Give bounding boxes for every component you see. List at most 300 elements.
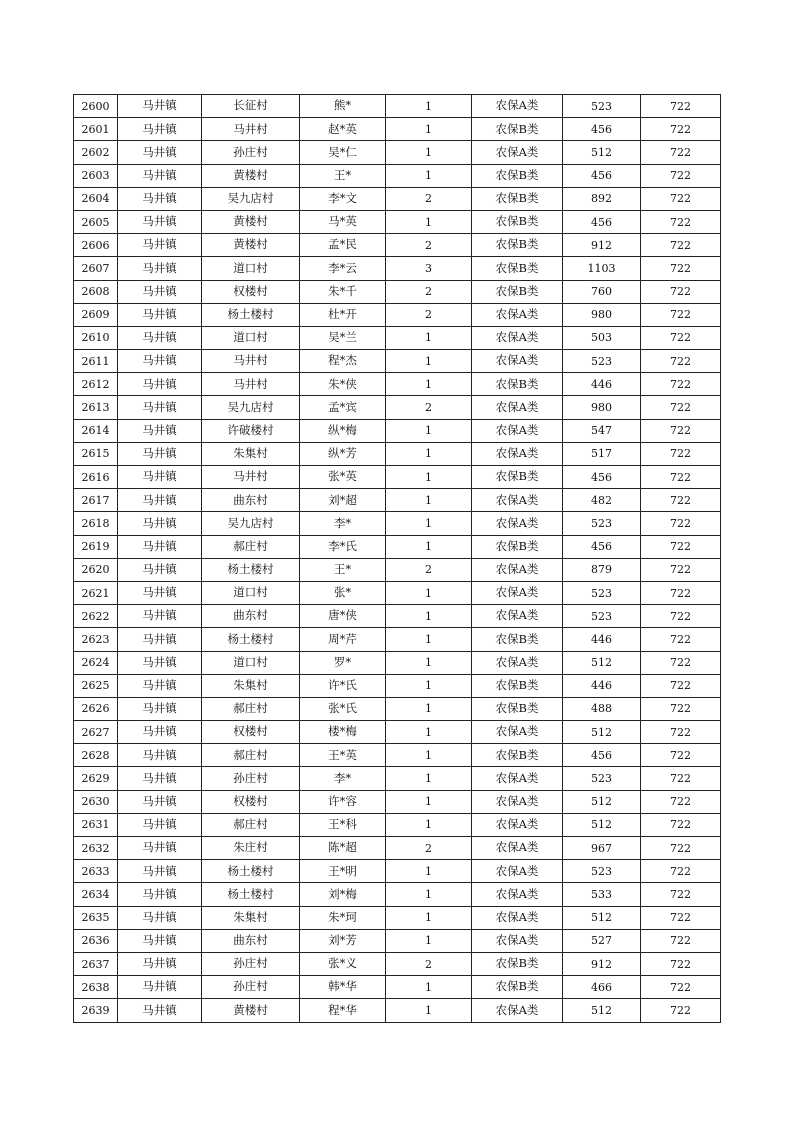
insurance-category-cell: 农保A类 xyxy=(472,419,563,442)
row-number-cell: 2638 xyxy=(74,976,118,999)
town-name-cell: 马井镇 xyxy=(118,837,202,860)
standard-value-cell: 722 xyxy=(641,605,721,628)
person-name-cell: 周*芹 xyxy=(300,628,386,651)
standard-value-cell: 722 xyxy=(641,141,721,164)
insurance-category-cell: 农保A类 xyxy=(472,837,563,860)
village-name-cell: 黄楼村 xyxy=(202,234,300,257)
person-name-cell: 张*英 xyxy=(300,466,386,489)
person-name-cell: 王* xyxy=(300,558,386,581)
table-row xyxy=(74,280,721,303)
household-count-cell: 1 xyxy=(386,210,472,233)
town-name-cell: 马井镇 xyxy=(118,442,202,465)
table-row xyxy=(74,466,721,489)
insurance-category-cell: 农保B类 xyxy=(472,535,563,558)
person-name-cell: 刘*梅 xyxy=(300,883,386,906)
person-name-cell: 王* xyxy=(300,164,386,187)
town-name-cell: 马井镇 xyxy=(118,350,202,373)
row-number-cell: 2629 xyxy=(74,767,118,790)
insurance-category-cell: 农保B类 xyxy=(472,976,563,999)
village-name-cell: 杨土楼村 xyxy=(202,883,300,906)
insurance-category-cell: 农保A类 xyxy=(472,350,563,373)
amount-cell: 488 xyxy=(563,697,641,720)
village-name-cell: 杨土楼村 xyxy=(202,628,300,651)
standard-value-cell: 722 xyxy=(641,535,721,558)
village-name-cell: 权楼村 xyxy=(202,721,300,744)
town-name-cell: 马井镇 xyxy=(118,721,202,744)
household-count-cell: 2 xyxy=(386,952,472,975)
table-row xyxy=(74,118,721,141)
table-row xyxy=(74,651,721,674)
village-name-cell: 吴九店村 xyxy=(202,396,300,419)
standard-value-cell: 722 xyxy=(641,929,721,952)
person-name-cell: 朱*千 xyxy=(300,280,386,303)
table-row xyxy=(74,535,721,558)
town-name-cell: 马井镇 xyxy=(118,419,202,442)
town-name-cell: 马井镇 xyxy=(118,605,202,628)
town-name-cell: 马井镇 xyxy=(118,999,202,1022)
table-row xyxy=(74,234,721,257)
amount-cell: 523 xyxy=(563,605,641,628)
insurance-category-cell: 农保A类 xyxy=(472,605,563,628)
table-row xyxy=(74,628,721,651)
standard-value-cell: 722 xyxy=(641,813,721,836)
row-number-cell: 2612 xyxy=(74,373,118,396)
standard-value-cell: 722 xyxy=(641,164,721,187)
row-number-cell: 2633 xyxy=(74,860,118,883)
table-row xyxy=(74,489,721,512)
town-name-cell: 马井镇 xyxy=(118,744,202,767)
village-name-cell: 杨土楼村 xyxy=(202,303,300,326)
person-name-cell: 朱*珂 xyxy=(300,906,386,929)
household-count-cell: 1 xyxy=(386,489,472,512)
amount-cell: 1103 xyxy=(563,257,641,280)
town-name-cell: 马井镇 xyxy=(118,860,202,883)
village-name-cell: 曲东村 xyxy=(202,605,300,628)
town-name-cell: 马井镇 xyxy=(118,929,202,952)
table-row xyxy=(74,187,721,210)
town-name-cell: 马井镇 xyxy=(118,280,202,303)
row-number-cell: 2611 xyxy=(74,350,118,373)
person-name-cell: 程*华 xyxy=(300,999,386,1022)
table-row xyxy=(74,721,721,744)
insurance-category-cell: 农保B类 xyxy=(472,373,563,396)
village-name-cell: 朱集村 xyxy=(202,442,300,465)
town-name-cell: 马井镇 xyxy=(118,95,202,118)
household-count-cell: 1 xyxy=(386,419,472,442)
amount-cell: 517 xyxy=(563,442,641,465)
person-name-cell: 纵*芳 xyxy=(300,442,386,465)
village-name-cell: 权楼村 xyxy=(202,790,300,813)
village-name-cell: 郝庄村 xyxy=(202,813,300,836)
household-count-cell: 2 xyxy=(386,303,472,326)
town-name-cell: 马井镇 xyxy=(118,303,202,326)
row-number-cell: 2602 xyxy=(74,141,118,164)
person-name-cell: 张*氏 xyxy=(300,697,386,720)
insurance-category-cell: 农保B类 xyxy=(472,164,563,187)
amount-cell: 523 xyxy=(563,581,641,604)
insurance-category-cell: 农保A类 xyxy=(472,581,563,604)
village-name-cell: 道口村 xyxy=(202,581,300,604)
amount-cell: 760 xyxy=(563,280,641,303)
row-number-cell: 2608 xyxy=(74,280,118,303)
village-name-cell: 曲东村 xyxy=(202,489,300,512)
row-number-cell: 2631 xyxy=(74,813,118,836)
table-row xyxy=(74,396,721,419)
standard-value-cell: 722 xyxy=(641,906,721,929)
insurance-category-cell: 农保A类 xyxy=(472,489,563,512)
person-name-cell: 李*云 xyxy=(300,257,386,280)
household-count-cell: 1 xyxy=(386,466,472,489)
row-number-cell: 2624 xyxy=(74,651,118,674)
village-name-cell: 道口村 xyxy=(202,326,300,349)
row-number-cell: 2627 xyxy=(74,721,118,744)
row-number-cell: 2616 xyxy=(74,466,118,489)
town-name-cell: 马井镇 xyxy=(118,326,202,349)
village-name-cell: 杨土楼村 xyxy=(202,558,300,581)
village-name-cell: 郝庄村 xyxy=(202,535,300,558)
row-number-cell: 2610 xyxy=(74,326,118,349)
insurance-category-cell: 农保B类 xyxy=(472,210,563,233)
standard-value-cell: 722 xyxy=(641,860,721,883)
table-row xyxy=(74,767,721,790)
standard-value-cell: 722 xyxy=(641,976,721,999)
insurance-category-cell: 农保A类 xyxy=(472,512,563,535)
amount-cell: 512 xyxy=(563,141,641,164)
row-number-cell: 2609 xyxy=(74,303,118,326)
amount-cell: 912 xyxy=(563,952,641,975)
town-name-cell: 马井镇 xyxy=(118,234,202,257)
village-name-cell: 马井村 xyxy=(202,466,300,489)
table-row xyxy=(74,906,721,929)
town-name-cell: 马井镇 xyxy=(118,187,202,210)
village-name-cell: 郝庄村 xyxy=(202,697,300,720)
town-name-cell: 马井镇 xyxy=(118,373,202,396)
town-name-cell: 马井镇 xyxy=(118,883,202,906)
amount-cell: 466 xyxy=(563,976,641,999)
person-name-cell: 李*氏 xyxy=(300,535,386,558)
standard-value-cell: 722 xyxy=(641,558,721,581)
insurance-category-cell: 农保B类 xyxy=(472,744,563,767)
household-count-cell: 2 xyxy=(386,837,472,860)
amount-cell: 512 xyxy=(563,999,641,1022)
amount-cell: 512 xyxy=(563,906,641,929)
standard-value-cell: 722 xyxy=(641,837,721,860)
standard-value-cell: 722 xyxy=(641,466,721,489)
insurance-category-cell: 农保A类 xyxy=(472,999,563,1022)
town-name-cell: 马井镇 xyxy=(118,466,202,489)
amount-cell: 456 xyxy=(563,744,641,767)
row-number-cell: 2605 xyxy=(74,210,118,233)
table-row xyxy=(74,558,721,581)
person-name-cell: 孟*宾 xyxy=(300,396,386,419)
household-count-cell: 1 xyxy=(386,744,472,767)
insurance-category-cell: 农保A类 xyxy=(472,326,563,349)
household-count-cell: 2 xyxy=(386,187,472,210)
town-name-cell: 马井镇 xyxy=(118,210,202,233)
row-number-cell: 2630 xyxy=(74,790,118,813)
amount-cell: 912 xyxy=(563,234,641,257)
village-name-cell: 道口村 xyxy=(202,257,300,280)
household-count-cell: 1 xyxy=(386,164,472,187)
row-number-cell: 2613 xyxy=(74,396,118,419)
standard-value-cell: 722 xyxy=(641,628,721,651)
table-row xyxy=(74,210,721,233)
household-count-cell: 1 xyxy=(386,697,472,720)
row-number-cell: 2634 xyxy=(74,883,118,906)
town-name-cell: 马井镇 xyxy=(118,906,202,929)
household-count-cell: 2 xyxy=(386,280,472,303)
insurance-category-cell: 农保A类 xyxy=(472,790,563,813)
standard-value-cell: 722 xyxy=(641,187,721,210)
row-number-cell: 2619 xyxy=(74,535,118,558)
row-number-cell: 2618 xyxy=(74,512,118,535)
records-table-body xyxy=(74,95,721,1023)
person-name-cell: 王*科 xyxy=(300,813,386,836)
town-name-cell: 马井镇 xyxy=(118,976,202,999)
amount-cell: 446 xyxy=(563,674,641,697)
amount-cell: 892 xyxy=(563,187,641,210)
amount-cell: 456 xyxy=(563,164,641,187)
row-number-cell: 2603 xyxy=(74,164,118,187)
village-name-cell: 道口村 xyxy=(202,651,300,674)
insurance-category-cell: 农保A类 xyxy=(472,651,563,674)
table-row xyxy=(74,326,721,349)
amount-cell: 512 xyxy=(563,790,641,813)
town-name-cell: 马井镇 xyxy=(118,512,202,535)
standard-value-cell: 722 xyxy=(641,790,721,813)
village-name-cell: 吴九店村 xyxy=(202,187,300,210)
table-row xyxy=(74,674,721,697)
amount-cell: 967 xyxy=(563,837,641,860)
person-name-cell: 杜*开 xyxy=(300,303,386,326)
insurance-category-cell: 农保A类 xyxy=(472,141,563,164)
table-row xyxy=(74,373,721,396)
table-row xyxy=(74,442,721,465)
household-count-cell: 1 xyxy=(386,512,472,535)
row-number-cell: 2628 xyxy=(74,744,118,767)
person-name-cell: 张* xyxy=(300,581,386,604)
row-number-cell: 2637 xyxy=(74,952,118,975)
household-count-cell: 1 xyxy=(386,95,472,118)
amount-cell: 523 xyxy=(563,860,641,883)
village-name-cell: 马井村 xyxy=(202,373,300,396)
amount-cell: 523 xyxy=(563,95,641,118)
village-name-cell: 许破楼村 xyxy=(202,419,300,442)
person-name-cell: 孟*民 xyxy=(300,234,386,257)
town-name-cell: 马井镇 xyxy=(118,628,202,651)
person-name-cell: 朱*侠 xyxy=(300,373,386,396)
standard-value-cell: 722 xyxy=(641,95,721,118)
household-count-cell: 1 xyxy=(386,350,472,373)
town-name-cell: 马井镇 xyxy=(118,790,202,813)
table-row xyxy=(74,929,721,952)
insurance-category-cell: 农保A类 xyxy=(472,95,563,118)
row-number-cell: 2607 xyxy=(74,257,118,280)
standard-value-cell: 722 xyxy=(641,419,721,442)
amount-cell: 512 xyxy=(563,651,641,674)
town-name-cell: 马井镇 xyxy=(118,164,202,187)
table-row xyxy=(74,883,721,906)
household-count-cell: 1 xyxy=(386,721,472,744)
household-count-cell: 1 xyxy=(386,860,472,883)
table-row xyxy=(74,605,721,628)
standard-value-cell: 722 xyxy=(641,581,721,604)
town-name-cell: 马井镇 xyxy=(118,118,202,141)
amount-cell: 446 xyxy=(563,628,641,651)
row-number-cell: 2604 xyxy=(74,187,118,210)
standard-value-cell: 722 xyxy=(641,234,721,257)
person-name-cell: 吴*仁 xyxy=(300,141,386,164)
amount-cell: 523 xyxy=(563,350,641,373)
person-name-cell: 楼*梅 xyxy=(300,721,386,744)
standard-value-cell: 722 xyxy=(641,952,721,975)
amount-cell: 980 xyxy=(563,303,641,326)
person-name-cell: 张*义 xyxy=(300,952,386,975)
insurance-category-cell: 农保B类 xyxy=(472,118,563,141)
insurance-category-cell: 农保B类 xyxy=(472,187,563,210)
row-number-cell: 2626 xyxy=(74,697,118,720)
village-name-cell: 朱集村 xyxy=(202,674,300,697)
standard-value-cell: 722 xyxy=(641,396,721,419)
amount-cell: 456 xyxy=(563,535,641,558)
amount-cell: 527 xyxy=(563,929,641,952)
insurance-category-cell: 农保A类 xyxy=(472,303,563,326)
household-count-cell: 1 xyxy=(386,790,472,813)
household-count-cell: 1 xyxy=(386,373,472,396)
household-count-cell: 1 xyxy=(386,674,472,697)
village-name-cell: 吴九店村 xyxy=(202,512,300,535)
village-name-cell: 马井村 xyxy=(202,350,300,373)
household-count-cell: 2 xyxy=(386,558,472,581)
town-name-cell: 马井镇 xyxy=(118,141,202,164)
insurance-category-cell: 农保B类 xyxy=(472,697,563,720)
person-name-cell: 李*文 xyxy=(300,187,386,210)
standard-value-cell: 722 xyxy=(641,210,721,233)
village-name-cell: 黄楼村 xyxy=(202,164,300,187)
insurance-category-cell: 农保A类 xyxy=(472,767,563,790)
town-name-cell: 马井镇 xyxy=(118,396,202,419)
insurance-category-cell: 农保A类 xyxy=(472,558,563,581)
household-count-cell: 1 xyxy=(386,999,472,1022)
household-count-cell: 1 xyxy=(386,883,472,906)
standard-value-cell: 722 xyxy=(641,257,721,280)
person-name-cell: 赵*英 xyxy=(300,118,386,141)
standard-value-cell: 722 xyxy=(641,744,721,767)
standard-value-cell: 722 xyxy=(641,883,721,906)
household-count-cell: 1 xyxy=(386,976,472,999)
town-name-cell: 马井镇 xyxy=(118,813,202,836)
town-name-cell: 马井镇 xyxy=(118,489,202,512)
amount-cell: 503 xyxy=(563,326,641,349)
standard-value-cell: 722 xyxy=(641,326,721,349)
town-name-cell: 马井镇 xyxy=(118,257,202,280)
table-row xyxy=(74,697,721,720)
table-row xyxy=(74,976,721,999)
town-name-cell: 马井镇 xyxy=(118,767,202,790)
town-name-cell: 马井镇 xyxy=(118,674,202,697)
amount-cell: 456 xyxy=(563,210,641,233)
household-count-cell: 1 xyxy=(386,141,472,164)
village-name-cell: 朱庄村 xyxy=(202,837,300,860)
person-name-cell: 李* xyxy=(300,512,386,535)
insurance-category-cell: 农保B类 xyxy=(472,280,563,303)
row-number-cell: 2622 xyxy=(74,605,118,628)
village-name-cell: 黄楼村 xyxy=(202,210,300,233)
town-name-cell: 马井镇 xyxy=(118,558,202,581)
person-name-cell: 吴*兰 xyxy=(300,326,386,349)
standard-value-cell: 722 xyxy=(641,489,721,512)
town-name-cell: 马井镇 xyxy=(118,697,202,720)
table-row xyxy=(74,303,721,326)
standard-value-cell: 722 xyxy=(641,442,721,465)
town-name-cell: 马井镇 xyxy=(118,581,202,604)
town-name-cell: 马井镇 xyxy=(118,535,202,558)
table-row xyxy=(74,512,721,535)
amount-cell: 456 xyxy=(563,466,641,489)
village-name-cell: 杨土楼村 xyxy=(202,860,300,883)
amount-cell: 533 xyxy=(563,883,641,906)
household-count-cell: 1 xyxy=(386,118,472,141)
standard-value-cell: 722 xyxy=(641,303,721,326)
village-name-cell: 马井村 xyxy=(202,118,300,141)
household-count-cell: 2 xyxy=(386,396,472,419)
village-name-cell: 黄楼村 xyxy=(202,999,300,1022)
amount-cell: 456 xyxy=(563,118,641,141)
person-name-cell: 熊* xyxy=(300,95,386,118)
household-count-cell: 1 xyxy=(386,535,472,558)
household-count-cell: 1 xyxy=(386,813,472,836)
town-name-cell: 马井镇 xyxy=(118,651,202,674)
insurance-category-cell: 农保A类 xyxy=(472,906,563,929)
table-row xyxy=(74,837,721,860)
insurance-category-cell: 农保A类 xyxy=(472,813,563,836)
row-number-cell: 2606 xyxy=(74,234,118,257)
village-name-cell: 朱集村 xyxy=(202,906,300,929)
insurance-category-cell: 农保B类 xyxy=(472,674,563,697)
row-number-cell: 2615 xyxy=(74,442,118,465)
household-count-cell: 1 xyxy=(386,929,472,952)
insurance-category-cell: 农保A类 xyxy=(472,929,563,952)
village-name-cell: 曲东村 xyxy=(202,929,300,952)
person-name-cell: 许*容 xyxy=(300,790,386,813)
insurance-category-cell: 农保A类 xyxy=(472,721,563,744)
insurance-category-cell: 农保B类 xyxy=(472,257,563,280)
person-name-cell: 纵*梅 xyxy=(300,419,386,442)
row-number-cell: 2639 xyxy=(74,999,118,1022)
amount-cell: 446 xyxy=(563,373,641,396)
person-name-cell: 韩*华 xyxy=(300,976,386,999)
standard-value-cell: 722 xyxy=(641,721,721,744)
village-name-cell: 孙庄村 xyxy=(202,767,300,790)
standard-value-cell: 722 xyxy=(641,767,721,790)
person-name-cell: 陈*超 xyxy=(300,837,386,860)
insurance-category-cell: 农保A类 xyxy=(472,396,563,419)
standard-value-cell: 722 xyxy=(641,512,721,535)
standard-value-cell: 722 xyxy=(641,118,721,141)
insurance-category-cell: 农保B类 xyxy=(472,952,563,975)
household-count-cell: 1 xyxy=(386,605,472,628)
village-name-cell: 长征村 xyxy=(202,95,300,118)
standard-value-cell: 722 xyxy=(641,350,721,373)
village-name-cell: 孙庄村 xyxy=(202,952,300,975)
household-count-cell: 1 xyxy=(386,442,472,465)
row-number-cell: 2635 xyxy=(74,906,118,929)
household-count-cell: 1 xyxy=(386,326,472,349)
household-count-cell: 1 xyxy=(386,651,472,674)
row-number-cell: 2636 xyxy=(74,929,118,952)
row-number-cell: 2614 xyxy=(74,419,118,442)
row-number-cell: 2617 xyxy=(74,489,118,512)
